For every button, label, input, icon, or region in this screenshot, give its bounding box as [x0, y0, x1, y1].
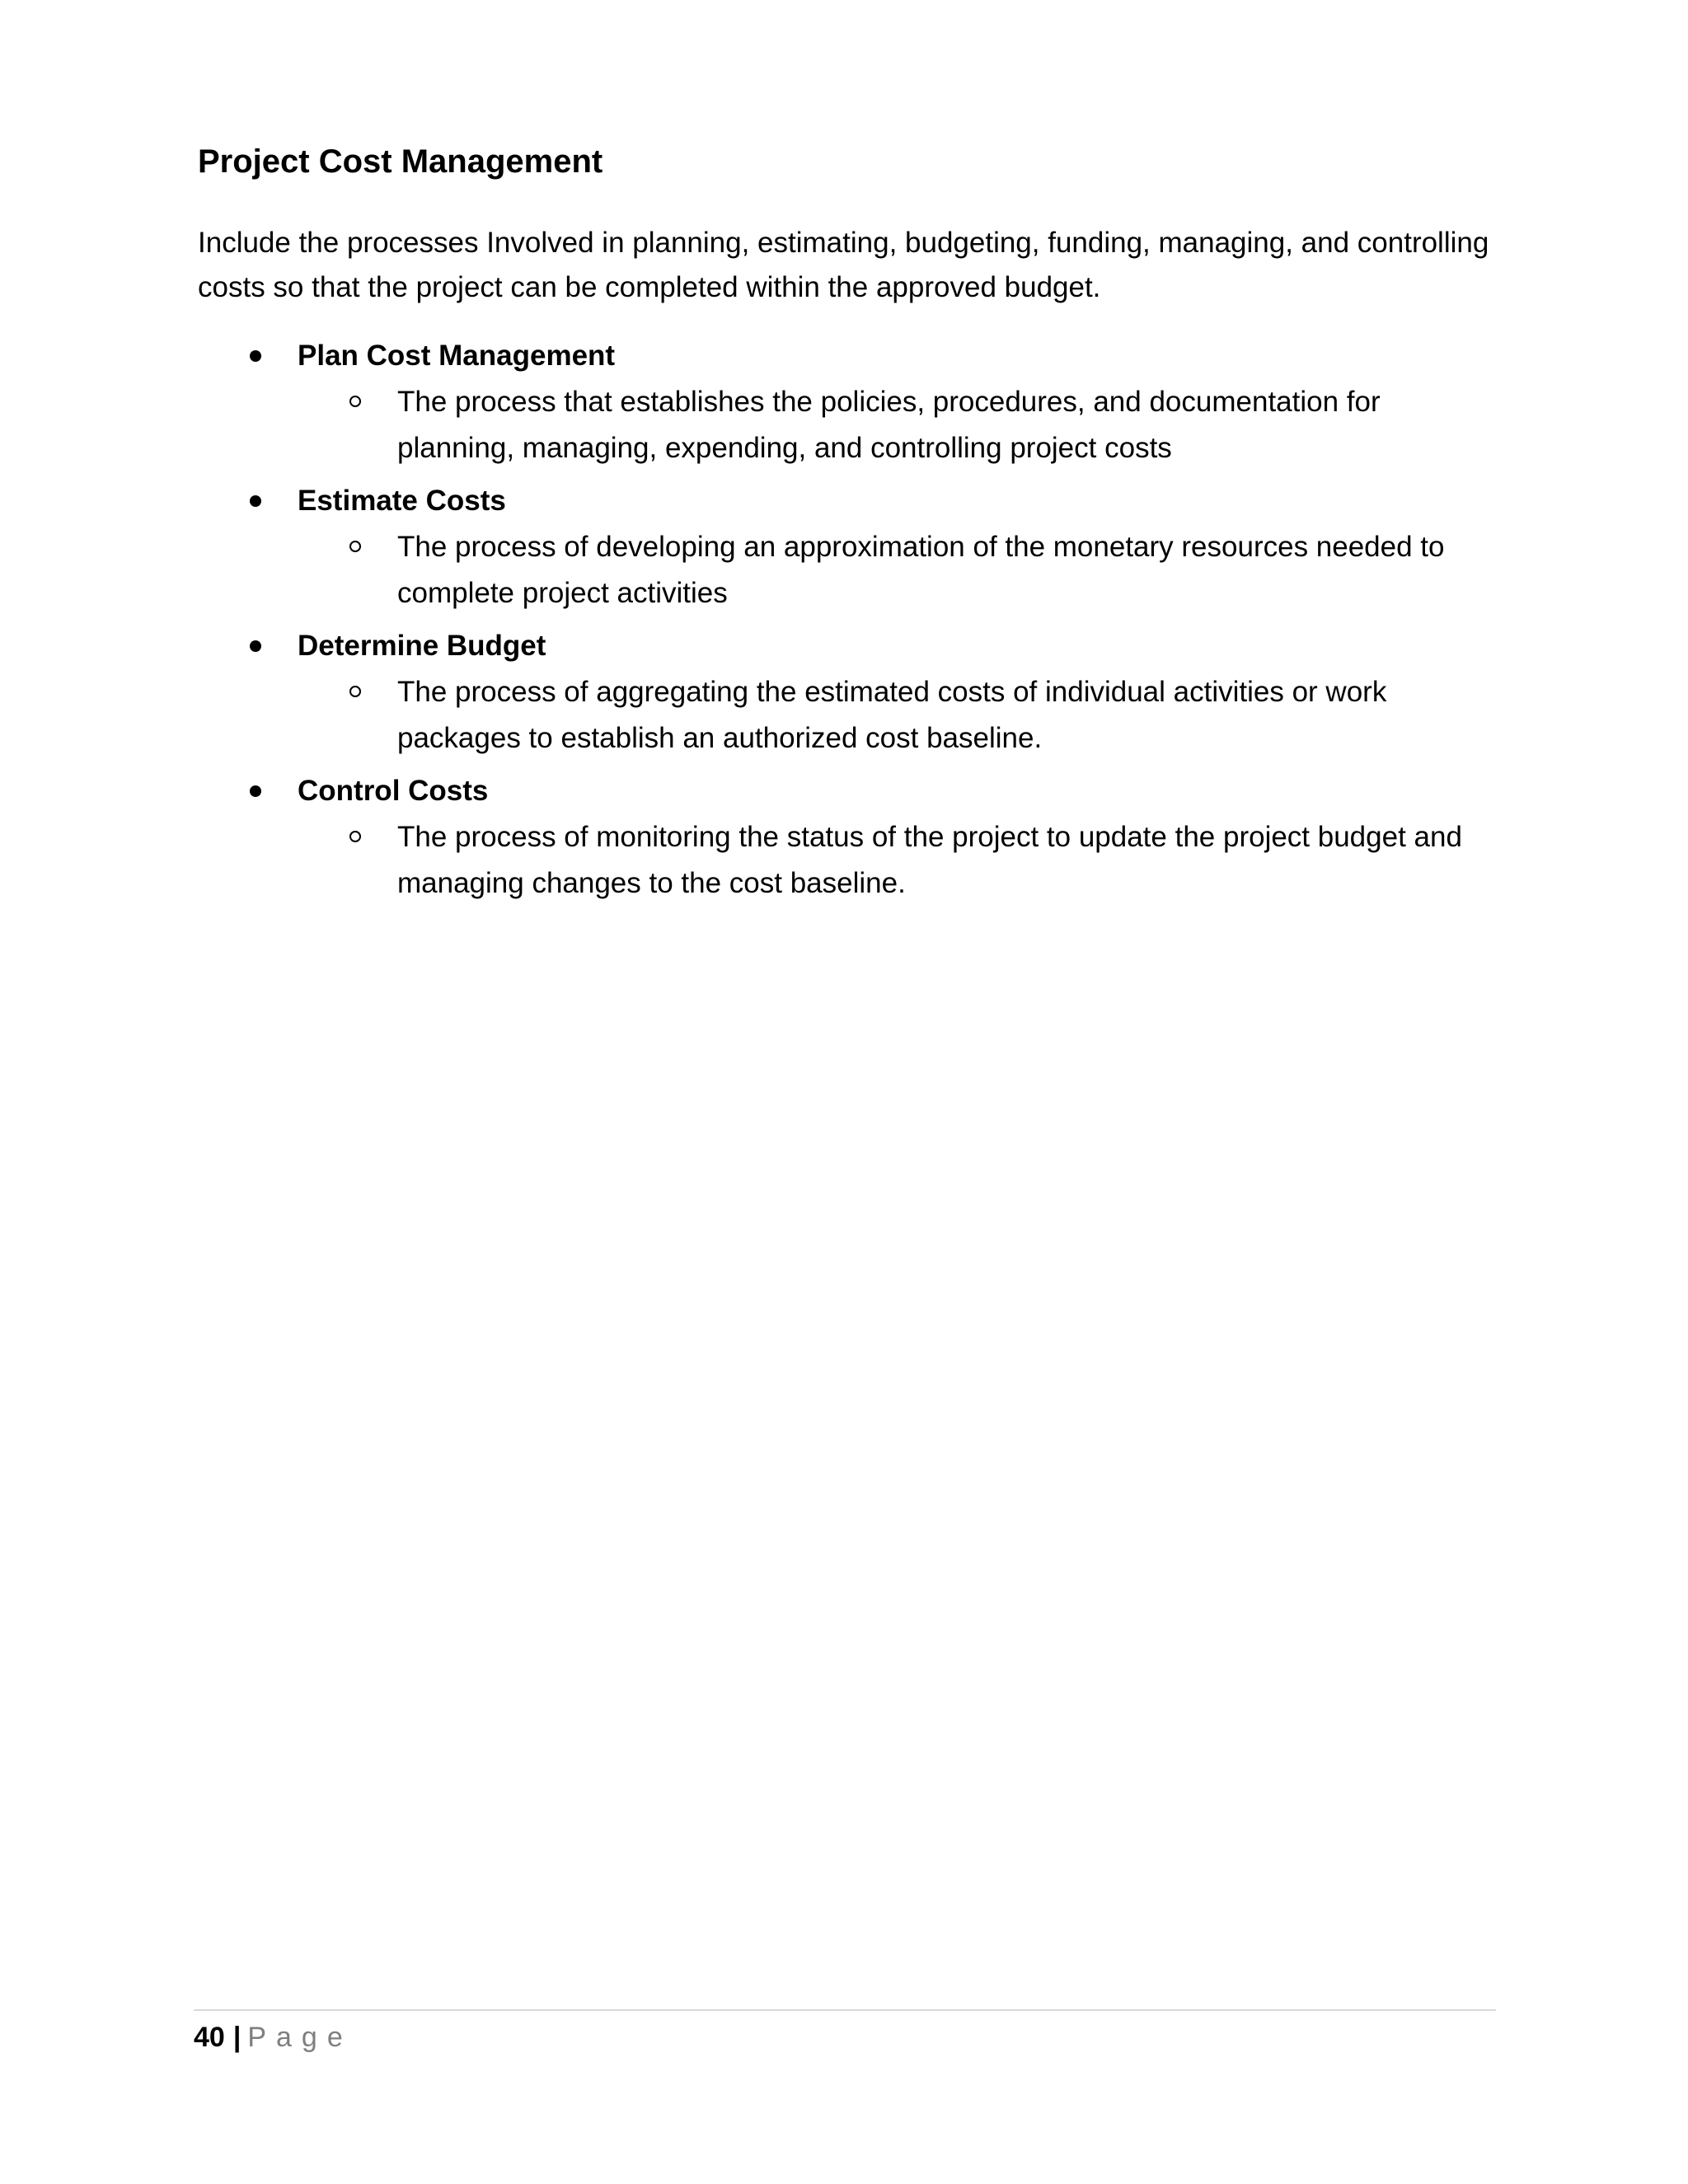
process-description-item — [298, 669, 1500, 762]
list-item — [198, 333, 1500, 471]
bullet-icon — [250, 350, 261, 362]
page-label: Page — [247, 2022, 353, 2053]
list-item — [198, 478, 1500, 616]
process-description: The process of developing an approximation of the monetary resources needed to complete project activities — [397, 531, 1445, 609]
circle-bullet-icon — [349, 831, 361, 842]
circle-bullet-icon — [349, 541, 361, 552]
circle-bullet-icon — [349, 396, 361, 407]
process-description-item — [298, 814, 1500, 907]
section-heading: Project Cost Management — [198, 143, 603, 180]
footer-separator: | — [232, 2022, 241, 2053]
bullet-icon — [250, 785, 261, 797]
page-content — [198, 132, 1500, 913]
process-title: Control Costs — [298, 775, 489, 807]
process-title: Plan Cost Management — [298, 340, 616, 372]
process-description-item — [298, 524, 1500, 616]
circle-bullet-icon — [349, 686, 361, 697]
process-list — [198, 333, 1500, 907]
bullet-icon — [250, 640, 261, 652]
process-description-item — [298, 379, 1500, 471]
process-description: The process that establishes the policies, procedures, and documentation for planning, managing, expending, and controlling project costs — [397, 386, 1381, 464]
process-description: The process of monitoring the status of the project to update the project budget and managing changes to the cost baseline. — [397, 821, 1462, 899]
intro-paragraph: Include the processes Involved in planning, estimating, budgeting, funding, managing, and controlling costs so that the project can be completed within the approved budget. — [198, 227, 1489, 303]
list-item — [198, 768, 1500, 907]
page-footer — [194, 2009, 1496, 2060]
process-title: Determine Budget — [298, 630, 546, 662]
process-title: Estimate Costs — [298, 485, 506, 517]
process-description: The process of aggregating the estimated costs of individual activities or work packages to establish an authorized cost baseline. — [397, 676, 1387, 754]
list-item — [198, 623, 1500, 762]
page-number: 40 — [194, 2022, 225, 2053]
bullet-icon — [250, 495, 261, 507]
